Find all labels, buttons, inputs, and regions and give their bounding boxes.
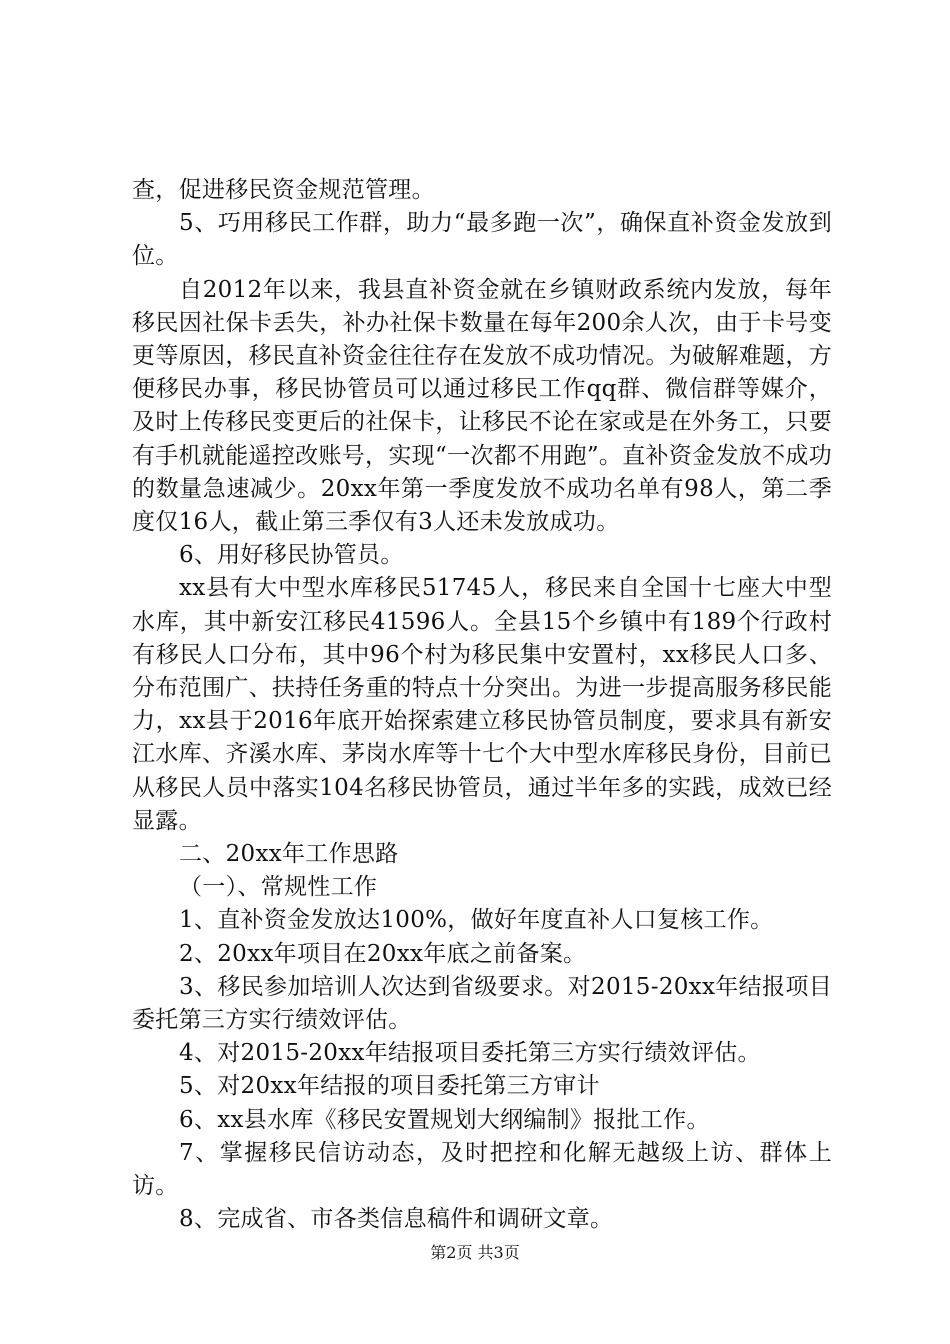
document-body <box>132 174 832 1237</box>
list-item: 1、直补资金发放达100%，做好年度直补人口复核工作。 <box>179 907 774 934</box>
paragraph: xx县有大中型水库移民51745人，移民来自全国十七座大中型水库，其中新安江移民41596人。全县15个乡镇中有189个行政村有移民人口分布，其中96个村为移民集中安置村，xx移民人口多、分布范围广、扶持任务重的特点十分突出。为进一步提高服务移民能力，xx县于2016年底开始探索建立移民协管员制度，要求具有新安江水库、齐溪水库、茅岗水库等十七个大中型水库移民身份，目前已从移民人员中落实104名移民协管员，通过半年多的实践，成效已经显露。 <box>132 575 832 834</box>
list-item: 8、完成省、市各类信息稿件和调研文章。 <box>179 1206 614 1233</box>
paragraph: 自2012年以来，我县直补资金就在乡镇财政系统内发放，每年移民因社保卡丢失，补办社保卡数量在每年200余人次，由于卡号变更等原因，移民直补资金往往存在发放不成功情况。为破解难题，方便移民办事，移民协管员可以通过移民工作qq群、微信群等媒介，及时上传移民变更后的社保卡，让移民不论在家或是在外务工，只要有手机就能遥控改账号，实现“一次都不用跑”。直补资金发放不成功的数量急速减少。20xx年第一季度发放不成功名单有98人，第二季度仅16人，截止第三季仅有3人还未发放成功。 <box>132 276 832 536</box>
list-item: 2、20xx年项目在20xx年底之前备案。 <box>179 940 587 967</box>
paragraph: 6、用好移民协管员。 <box>179 542 404 569</box>
page-footer: 第2页 共3页 <box>430 1243 520 1262</box>
paragraph: 5、巧用移民工作群，助力“最多跑一次”，确保直补资金发放到位。 <box>132 210 832 270</box>
paragraph: 查，促进移民资金规范管理。 <box>132 177 435 203</box>
list-item: 7、掌握移民信访动态，及时把控和化解无越级上访、群体上访。 <box>132 1139 832 1200</box>
list-item: 3、移民参加培训人次达到省级要求。对2015-20xx年结报项目委托第三方实行绩效评估。 <box>132 973 832 1034</box>
section-heading: 二、20xx年工作思路 <box>179 841 399 868</box>
list-item: 5、对20xx年结报的项目委托第三方审计 <box>179 1073 600 1100</box>
list-item: 6、xx县水库《移民安置规划大纲编制》报批工作。 <box>179 1106 710 1133</box>
list-item: 4、对2015-20xx年结报项目委托第三方实行绩效评估。 <box>179 1040 761 1067</box>
subsection-heading: （一）、常规性工作 <box>179 874 378 901</box>
